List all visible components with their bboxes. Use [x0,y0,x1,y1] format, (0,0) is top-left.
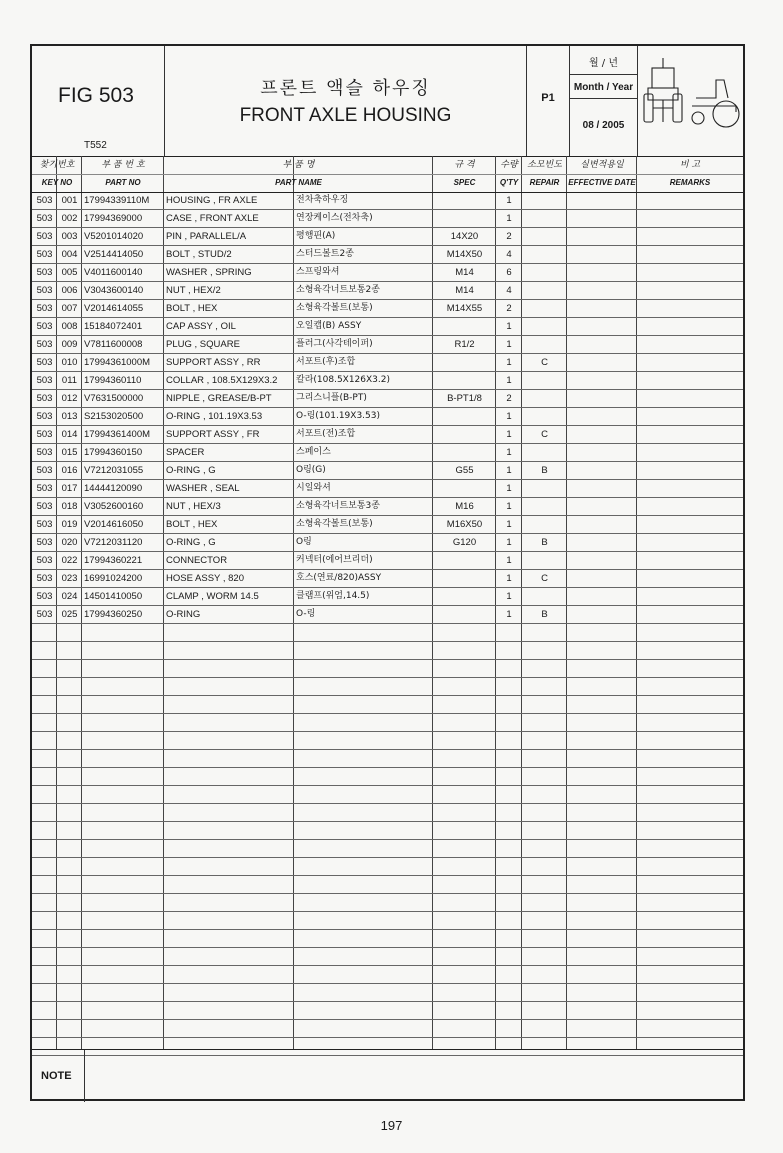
table-row [32,336,743,354]
cell-part: 17994339110M [84,195,150,206]
cell-name-ko: O-링(101.19X3.53) [296,411,380,421]
cell-name-en: COLLAR , 108.5X129X3.2 [166,375,278,386]
cell-key: 013 [61,411,78,422]
cell-name-ko: 스페이스 [296,447,331,457]
cell-key: 015 [61,447,78,458]
cell-name-en: CONNECTOR [166,555,228,566]
cell-name-en: SUPPORT ASSY , RR [166,357,261,368]
cell-repair [524,498,565,515]
cell-name-en: O-RING , G [166,537,216,548]
cell-qty: 1 [506,321,512,332]
cell-repair [524,192,565,209]
cell-name-ko: 서포트(후)조합 [296,357,356,367]
cell-key: 024 [61,591,78,602]
cell-spec [435,192,494,209]
table-row [32,426,743,444]
cell-repair [524,552,565,569]
table-row [32,750,743,768]
note-section [32,1049,743,1102]
cell-key: 002 [61,213,78,224]
cell-repair [524,300,565,317]
cell-qty: 1 [506,465,512,476]
cell-repair [524,210,565,227]
cell-repair [524,318,565,335]
parts-sheet [30,44,745,1101]
cell-repair [524,444,565,461]
table-row [32,642,743,660]
header-row-en [32,174,743,193]
cell-key: 020 [61,537,78,548]
cell-part: 14501410050 [84,591,143,602]
cell-fig: 503 [36,213,53,224]
cell-part: 17994369000 [84,213,143,224]
cell-key: 006 [61,285,78,296]
cell-qty: 1 [506,375,512,386]
cell-spec [435,480,494,497]
cell-qty: 1 [506,213,512,224]
title-korean: 프론트 액슬 하우징 [260,78,431,99]
table-row [32,372,743,390]
cell-fig: 503 [36,537,53,548]
cell-name-ko: 소형육각볼트(보통) [296,519,373,529]
cell-key: 007 [61,303,78,314]
cell-spec [435,318,494,335]
cell-repair [524,516,565,533]
title-english: FRONT AXLE HOUSING [239,105,452,126]
table-row [32,930,743,948]
page-label: P1 [541,92,555,104]
cell-name-en: BOLT , HEX [166,519,218,530]
cell-name-en: CAP ASSY , OIL [166,321,236,332]
month-year-ko: 월 / 년 [588,58,619,69]
table-row [32,858,743,876]
cell-spec: M14X50 [446,249,483,260]
cell-key: 010 [61,357,78,368]
cell-name-ko: 전차축하우징 [296,195,349,205]
cell-qty: 2 [506,303,512,314]
cell-repair: C [541,429,548,440]
cell-qty: 2 [506,393,512,404]
header-row-ko [32,156,743,175]
cell-name-en: NUT , HEX/2 [166,285,221,296]
cell-part: 17994360150 [84,447,143,458]
table-row [32,948,743,966]
cell-spec: G55 [455,465,474,476]
cell-part: 17994360110 [84,375,142,386]
table-row [32,822,743,840]
cell-repair: C [541,357,548,368]
cell-repair [524,336,565,353]
cell-name-ko: 평행핀(A) [296,231,336,241]
cell-part: V4011600140 [84,267,143,278]
cell-name-en: BOLT , STUD/2 [166,249,232,260]
table-row [32,552,743,570]
table-row [32,228,743,246]
cell-fig: 503 [36,555,53,566]
cell-name-en: CLAMP , WORM 14.5 [166,591,259,602]
table-row [32,624,743,642]
cell-name-en: WASHER , SEAL [166,483,240,494]
table-row [32,588,743,606]
cell-repair: B [541,537,548,548]
key-header: KEY NO [41,178,73,187]
cell-qty: 1 [506,429,512,440]
cell-name-ko: 클램프(위엄,14.5) [296,591,370,601]
page-number: 197 [380,1118,403,1133]
cell-key: 003 [61,231,78,242]
key-header-ko: 찾기번호 [39,160,75,170]
cell-spec [435,372,494,389]
table-row [32,1020,743,1038]
page-cell [527,46,570,156]
cell-key: 008 [61,321,78,332]
cell-part: V2014616050 [84,519,144,530]
spec-header-ko: 규 격 [454,160,475,170]
cell-name-ko: 연장케이스(전차축) [296,213,373,223]
cell-name-en: SUPPORT ASSY , FR [166,429,260,440]
cell-repair: B [541,465,548,476]
table-row [32,408,743,426]
table-row [32,804,743,822]
table-row [32,264,743,282]
cell-name-en: SPACER [166,447,205,458]
effective-header-ko: 실변적용일 [580,160,624,170]
model-code: T552 [84,140,107,151]
cell-fig: 503 [36,429,53,440]
cell-qty: 1 [506,447,512,458]
cell-part: V7631500000 [84,393,144,404]
table-row [32,732,743,750]
effective-header: EFFECTIVE DATE [568,178,636,187]
cell-name-ko: 소형육각볼트(보통) [296,303,373,313]
cell-repair [524,372,565,389]
cell-qty: 6 [506,267,512,278]
table-row [32,462,743,480]
cell-name-ko: 서포트(전)조합 [296,429,356,439]
cell-key: 004 [61,249,78,260]
cell-key: 022 [61,555,78,566]
cell-qty: 1 [506,573,512,584]
cell-spec [435,354,494,371]
cell-spec: R1/2 [454,339,475,350]
table-row [32,516,743,534]
cell-name-ko: 소형육각너트보통2종 [296,285,380,295]
cell-part: V7212031120 [84,537,143,548]
cell-repair [524,390,565,407]
cell-spec: M14 [455,285,474,296]
cell-name-en: HOUSING , FR AXLE [166,195,258,206]
cell-qty: 4 [506,249,512,260]
cell-part: V3043600140 [84,285,144,296]
cell-repair [524,246,565,263]
revision-date: 08 / 2005 [582,120,625,131]
table-row [32,498,743,516]
cell-part: 14444120090 [84,483,143,494]
remarks-header-ko: 비 고 [679,160,701,170]
cell-key: 017 [61,483,78,494]
cell-qty: 1 [506,519,512,530]
table-row [32,606,743,624]
cell-part: V2514414050 [84,249,144,260]
table-row [32,894,743,912]
table-row [32,210,743,228]
cell-fig: 503 [36,501,53,512]
cell-repair [524,228,565,245]
cell-qty: 4 [506,285,512,296]
fig-number: FIG 503 [58,84,134,107]
cell-name-en: WASHER , SPRING [166,267,252,278]
table-row [32,480,743,498]
cell-fig: 503 [36,591,53,602]
table-row [32,570,743,588]
cell-fig: 503 [36,285,53,296]
cell-part: 17994360250 [84,609,143,620]
note-label: NOTE [41,1070,72,1082]
table-row [32,768,743,786]
remarks-header: REMARKS [669,178,711,187]
cell-repair [524,264,565,281]
cell-qty: 1 [506,537,512,548]
cell-fig: 503 [36,483,53,494]
cell-name-ko: O링 [296,537,312,547]
table-row [32,696,743,714]
tractor-cell [638,46,743,156]
fig-cell [32,46,165,156]
cell-fig: 503 [36,375,53,386]
cell-qty: 1 [506,555,512,566]
cell-spec: M14 [455,267,474,278]
cell-spec [435,426,494,443]
table-row [32,876,743,894]
table-row [32,966,743,984]
cell-spec [435,408,494,425]
table-row [32,534,743,552]
qty-header-ko: 수량 [500,160,518,170]
table-row [32,912,743,930]
cell-spec [435,210,494,227]
cell-key: 001 [61,195,78,206]
cell-key: 005 [61,267,78,278]
cell-name-en: PLUG , SQUARE [166,339,240,350]
table-row [32,1002,743,1020]
cell-part: 16991024200 [84,573,143,584]
cell-name-en: O-RING [166,609,201,620]
cell-name-ko: 스프링와셔 [296,267,340,277]
cell-name-en: HOSE ASSY , 820 [166,573,244,584]
cell-fig: 503 [36,195,53,206]
sheet-header [32,46,743,157]
cell-qty: 1 [506,357,512,368]
cell-spec: M16 [455,501,474,512]
cell-key: 019 [61,519,78,530]
cell-part: 17994360221 [84,555,143,566]
cell-name-en: NIPPLE , GREASE/B-PT [166,393,272,404]
table-row [32,840,743,858]
cell-fig: 503 [36,411,53,422]
cell-name-en: NUT , HEX/3 [166,501,221,512]
cell-key: 012 [61,393,78,404]
table-row [32,678,743,696]
cell-part: V7212031055 [84,465,144,476]
cell-fig: 503 [36,267,53,278]
cell-spec: M14X55 [446,303,483,314]
cell-repair: C [541,573,548,584]
cell-part: V2014614055 [84,303,144,314]
cell-name-ko: 스터드볼트2종 [296,249,354,259]
cell-qty: 1 [506,339,512,350]
part-header: PART NO [105,178,141,187]
cell-fig: 503 [36,573,53,584]
name-header: PART NAME [275,178,322,187]
cell-fig: 503 [36,393,53,404]
cell-part: 17994361000M [84,357,151,368]
repair-header-ko: 소모빈도 [527,160,562,170]
repair-header: REPAIR [529,178,560,187]
table-row [32,192,743,210]
table-row [32,714,743,732]
cell-repair [524,282,565,299]
cell-key: 014 [61,429,78,440]
tractor-icon [638,46,743,156]
table-row [32,282,743,300]
cell-name-ko: 그리스니플(B-PT) [296,393,367,403]
cell-spec: B-PT1/8 [447,393,482,404]
cell-key: 025 [61,609,78,620]
cell-repair [524,588,565,605]
cell-name-ko: O링(G) [296,465,326,475]
cell-fig: 503 [36,447,53,458]
cell-fig: 503 [36,303,53,314]
cell-repair: B [541,609,548,620]
cell-repair [524,408,565,425]
cell-qty: 1 [506,411,512,422]
cell-fig: 503 [36,231,53,242]
cell-qty: 1 [506,483,512,494]
cell-name-ko: 시일와셔 [296,483,331,493]
cell-qty: 1 [506,609,512,620]
cell-spec: M16X50 [446,519,483,530]
cell-name-en: CASE , FRONT AXLE [166,213,259,224]
table-row [32,390,743,408]
table-row [32,984,743,1002]
cell-name-ko: 플러그(사각테이퍼) [296,339,373,349]
table-row [32,318,743,336]
cell-qty: 1 [506,591,512,602]
cell-fig: 503 [36,357,53,368]
title-cell [165,46,527,156]
cell-spec: G120 [452,537,477,548]
month-year-en: Month / Year [573,82,634,93]
cell-spec [435,606,494,623]
cell-spec [435,552,494,569]
part-header-ko: 부 품 번 호 [101,160,145,170]
cell-spec [435,570,494,587]
table-row [32,246,743,264]
cell-key: 023 [61,573,78,584]
cell-key: 016 [61,465,78,476]
cell-part: V7811600008 [84,339,143,350]
cell-fig: 503 [36,609,53,620]
cell-fig: 503 [36,339,53,350]
table-row [32,444,743,462]
cell-spec: 14X20 [450,231,479,242]
name-header-ko: 부 품 명 [282,160,315,170]
cell-spec [435,588,494,605]
spec-header: SPEC [453,178,476,187]
cell-repair [524,480,565,497]
cell-name-ko: 소형육각너트보통3종 [296,501,380,511]
cell-qty: 1 [506,501,512,512]
cell-key: 011 [61,375,78,386]
table-row [32,300,743,318]
cell-part: 17994361400M [84,429,151,440]
cell-name-ko: 커넥터(에어브리더) [296,555,373,565]
cell-fig: 503 [36,249,53,260]
cell-part: S2153020500 [84,411,144,422]
cell-name-ko: 칼라(108.5X126X3.2) [296,375,390,385]
cell-fig: 503 [36,465,53,476]
cell-key: 009 [61,339,78,350]
cell-name-ko: O-링 [296,609,316,619]
qty-header: Q'TY [499,178,519,187]
cell-spec [435,444,494,461]
cell-fig: 503 [36,321,53,332]
cell-name-en: PIN , PARALLEL/A [166,231,247,242]
date-cell [570,46,638,156]
cell-name-en: BOLT , HEX [166,303,218,314]
cell-name-ko: 오일캡(B) ASSY [296,321,362,331]
cell-part: V3052600160 [84,501,144,512]
cell-part: V5201014020 [84,231,144,242]
cell-key: 018 [61,501,78,512]
cell-fig: 503 [36,519,53,530]
table-row [32,660,743,678]
cell-name-ko: 호스(연료/820)ASSY [296,573,382,583]
table-row [32,786,743,804]
table-row [32,354,743,372]
cell-qty: 1 [506,195,512,206]
cell-name-en: O-RING , 101.19X3.53 [166,411,263,422]
cell-name-en: O-RING , G [166,465,216,476]
cell-part: 15184072401 [84,321,143,332]
cell-qty: 2 [506,231,512,242]
